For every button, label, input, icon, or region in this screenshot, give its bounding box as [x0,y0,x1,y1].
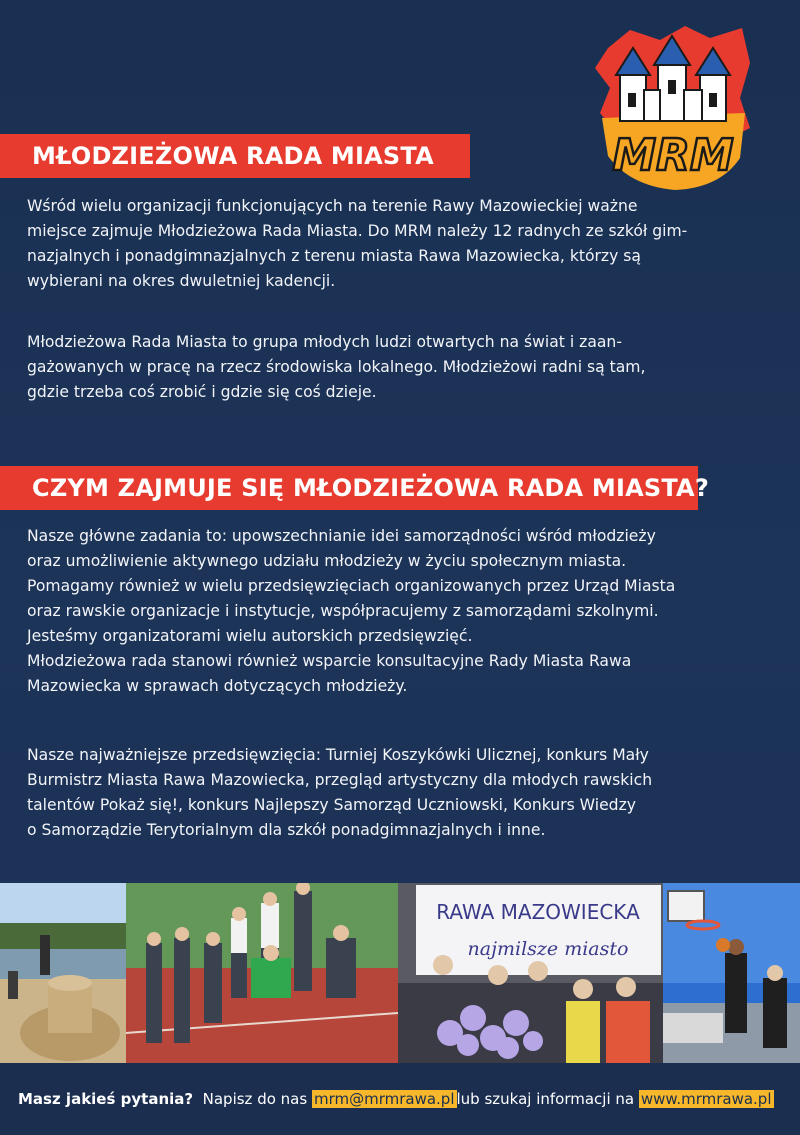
text-line: oraz umożliwienie aktywnego udziału młodzieży w życiu społecznym miasta. [27,552,627,570]
footer-or: lub szukaj informacji na [456,1090,635,1108]
text-line: talentów Pokaż się!, konkurs Najlepszy Samorząd Uczniowski, Konkurs Wiedzy [27,796,636,814]
banner-text-1: RAWA MAZOWIECKA [436,900,640,924]
mrm-logo [590,18,755,193]
text-line: Nasze główne zadania to: upowszechnianie idei samorządności wśród młodzieży [27,527,656,545]
photo-strip [0,883,800,1063]
footer-question: Masz jakieś pytania? [18,1090,194,1108]
activities-paragraph-1 [27,524,773,699]
website-link[interactable]: www.mrmrawa.pl [640,1090,772,1108]
text-line: Młodzieżowa rada stanowi również wsparcie konsultacyjne Rady Miasta Rawa [27,652,632,670]
text-line: gażowanych w pracę na rzecz środowiska lokalnego. Młodzieżowi radni są tam, [27,358,646,376]
text-line: o Samorządzie Terytorialnym dla szkół ponadgimnazjalnych i inne. [27,821,546,839]
photo-basketball [663,883,800,1063]
footer-write: Napisz do nas [202,1090,308,1108]
text-line: Mazowiecka w sprawach dotyczących młodzieży. [27,677,408,695]
about-paragraph-1 [27,194,773,294]
photo-balloons-banner [398,883,663,1063]
text-line: Nasze najważniejsze przedsięwzięcia: Turniej Koszykówki Ulicznej, konkurs Mały [27,746,649,764]
photo-group-track [126,883,398,1063]
about-paragraph-2 [27,330,773,405]
email-link[interactable]: mrm@mrmrawa.pl [313,1090,455,1108]
footer-contact [0,1063,800,1135]
section-heading-about: MŁODZIEŻOWA RADA MIASTA [0,134,470,178]
banner-text-2: najmilsze miasto [467,938,629,960]
text-line: Młodzieżowa Rada Miasta to grupa młodych ludzi otwartych na świat i zaan- [27,333,622,351]
photo-sand-sculpture [0,883,126,1063]
logo-letters: MRM [612,130,734,181]
text-line: Wśród wielu organizacji funkcjonujących na terenie Rawy Mazowieckiej ważne [27,197,638,215]
text-line: Burmistrz Miasta Rawa Mazowiecka, przegląd artystyczny dla młodych rawskich [27,771,653,789]
section-heading-activities: CZYM ZAJMUJE SIĘ MŁODZIEŻOWA RADA MIASTA? [0,466,698,510]
text-line: nazjalnych i ponadgimnazjalnych z terenu miasta Rawa Mazowiecka, którzy są [27,247,641,265]
text-line: oraz rawskie organizacje i instytucje, współpracujemy z samorządami szkolnymi. [27,602,659,620]
activities-paragraph-2 [27,743,773,843]
text-line: Jesteśmy organizatorami wielu autorskich przedsięwzięć. [27,627,473,645]
text-line: gdzie trzeba coś zrobić i gdzie się coś dzieje. [27,383,377,401]
text-line: miejsce zajmuje Młodzieżowa Rada Miasta. Do MRM należy 12 radnych ze szkół gim- [27,222,688,240]
text-line: Pomagamy również w wielu przedsięwzięciach organizowanych przez Urząd Miasta [27,577,676,595]
text-line: wybierani na okres dwuletniej kadencji. [27,272,336,290]
footer-line [18,1090,774,1108]
